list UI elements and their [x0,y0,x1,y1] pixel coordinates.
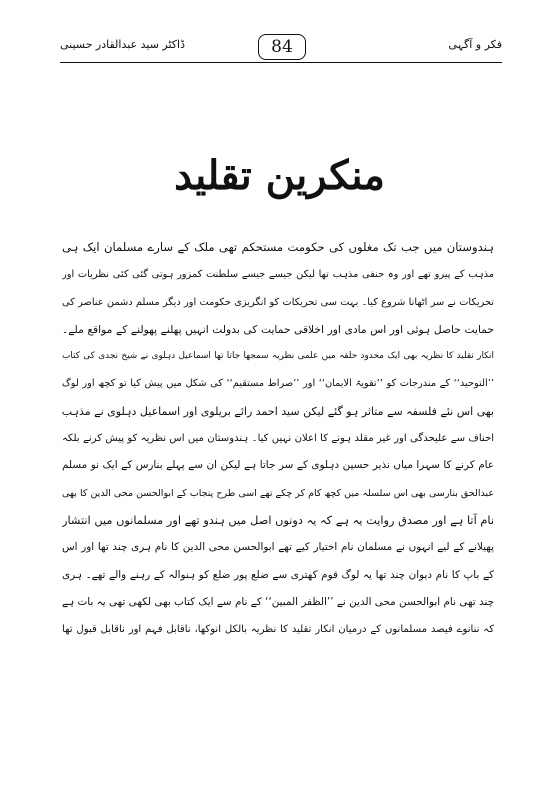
header-author: ڈاکٹر سید عبدالقادر حسینی [60,38,185,51]
header-rule [60,62,502,63]
text-line: نام آتا ہے اور مصدق روایت یہ ہے کہ یہ دونوں اصل میں ہندو تھے اور مسلمانوں میں انتشار [62,513,494,527]
text-line: ’’التوحید‘‘ کے مندرجات کو ’’تقویۃ الایمان‘‘ اور ’’صراط مستقیم‘‘ کی شکل میں پیش کیا تو کچھ اور لوگ [62,378,494,390]
text-line: کے باپ کا نام دیوان چند تھا یہ لوگ قوم کھتری سے ضلع پور ضلع کو ہنوالہ کے رہنے والے تھے۔ ہری [62,568,494,581]
text-line: عبدالحق بنارسی بھی اس سلسلہ میں کچھ کام کر چکے تھے اسی طرح پنجاب کے ابوالحسن محی الدین کا بھی [62,487,494,499]
text-line: تحریکات نے سر اٹھانا شروع کیا۔ بہت سی تحریکات کو انگریزی حکومت اور دیگر مسلم دشمن عناصر کی [62,296,494,308]
text-line: ہندوستان میں جب تک مغلوں کی حکومت مستحکم تھی ملک کے سارے مسلمان ایک ہی [62,240,494,254]
page-header [60,34,502,66]
chapter-title: منکرین تقلید [174,152,385,199]
text-line: کہ ننانوے فیصد مسلمانوں کے درمیان انکار تقلید کا نظریہ بالکل انوکھا، ناقابل فہم اور ناقابل قبول تھا [62,624,494,636]
header-book-title: فکر و آگہی [448,38,502,51]
page-number: 84 [271,37,293,57]
text-line: مذہب کے پیرو تھے اور وہ حنفی مذہب تھا لیکن جیسے جیسے سلطنت کمزور ہوتی گئی کئی نظریات اور [62,269,494,281]
body-text [62,234,494,643]
page-number-box [258,34,306,60]
text-line: احناف سے علیحدگی اور غیر مقلد ہونے کا اعلان نہیں کیا۔ ہندوستان میں اس نظریہ کو پیش کرنے بلکہ [62,433,494,445]
text-line: عام کرنے کا سہرا میاں نذیر حسین دہلوی کے سر جاتا ہے لیکن ان سے پہلے بنارس کے ایک نو مسلم [62,459,494,472]
text-line: پھیلانے کے لیے انہوں نے مسلمان نام اختیار کیے تھے ابوالحسن محی الدین کا نام ہری چند تھا اور اس [62,541,494,554]
text-line: حمایت حاصل ہوئی اور اس مادی اور اخلاقی حمایت کی بدولت انہیں پھلنے پھولنے کے مواقع ملے۔ [62,322,494,336]
text-line: بھی اس نئے فلسفہ سے متاثر ہو گئے لیکن سید احمد رائے بریلوی اور اسماعیل دہلوی نے مذہب [62,404,494,418]
text-line: چند تھی نام ابوالحسن محی الدین نے ’’الظفر المبین‘‘ کے نام سے ایک کتاب بھی لکھی تھی یہ بات ہے [62,595,494,608]
text-line: انکار تقلید کا نظریہ بھی ایک محدود حلقہ میں علمی نظریہ سمجھا جاتا تھا اسماعیل دہلوی نے شیخ نجدی کی کتاب [62,351,494,362]
